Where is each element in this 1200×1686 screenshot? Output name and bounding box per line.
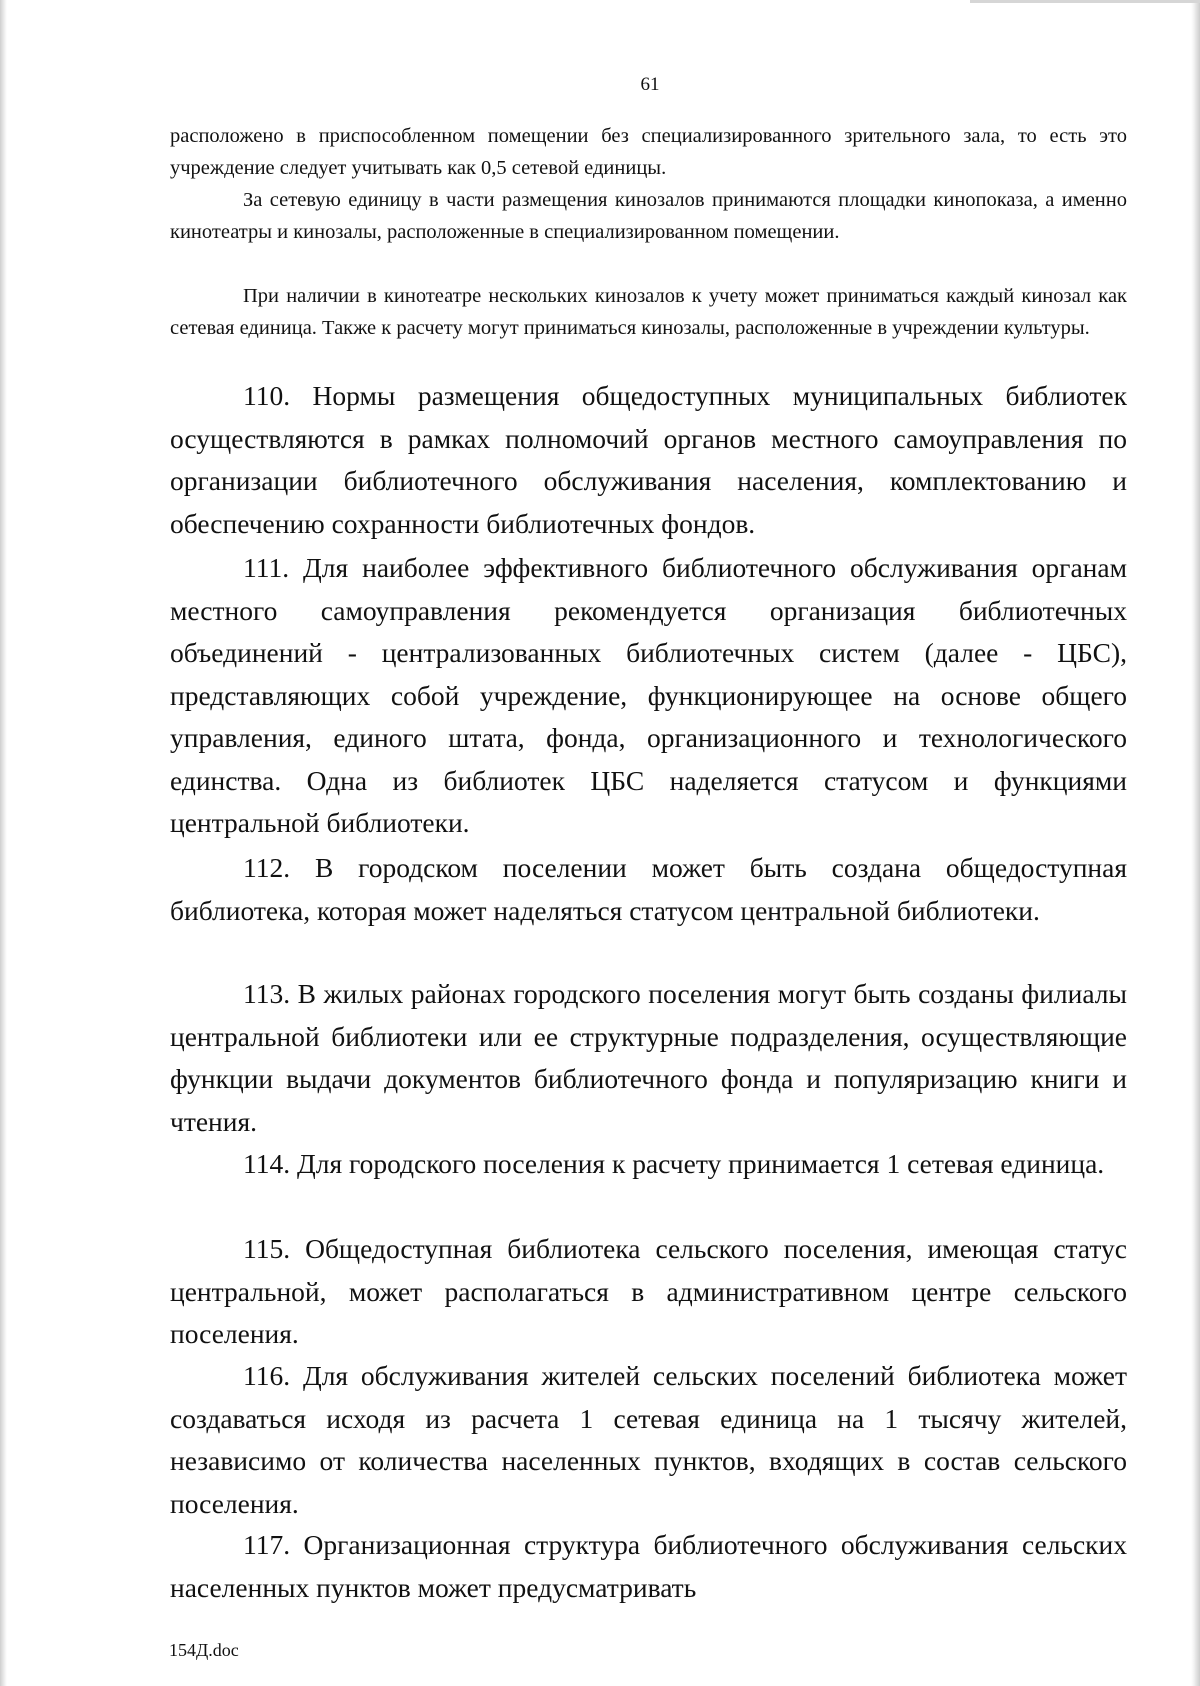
- paragraph-116: 116. Для обслуживания жителей сельских поселений библиотека может создаваться исходя из расчета 1 сетевая единица на 1 тысячу жителей, независимо от количества населенных пунктов, входящих в состав сельского поселения.: [170, 1360, 1127, 1519]
- paragraph-continuation: расположено в приспособленном помещении без специализированного зрительного зала, то есть это учреждение следует учитывать как 0,5 сетевой единицы.: [170, 125, 1127, 179]
- scan-shadow-top: [970, 0, 1200, 3]
- paragraph-115: 115. Общедоступная библиотека сельского поселения, имеющая статус центральной, может располагаться в административном центре сельского поселения.: [170, 1233, 1127, 1349]
- scan-shadow-right: [1191, 0, 1200, 1686]
- scan-shadow-left: [0, 0, 7, 1686]
- paragraph-multiple-halls: При наличии в кинотеатре нескольких кинозалов к учету может приниматься каждый кинозал как сетевая единица. Также к расчету могут приниматься кинозалы, расположенные в учреждении культуры.: [170, 285, 1127, 339]
- paragraph-113: 113. В жилых районах городского поселения могут быть созданы филиалы центральной библиотеки или ее структурные подразделения, осуществляющие функции выдачи документов библиотечного фонда и популяризацию книги и чтения.: [170, 978, 1127, 1137]
- paragraph-network-unit-cinema: За сетевую единицу в части размещения кинозалов принимаются площадки кинопоказа, а именно кинотеатры и кинозалы, расположенные в специализированном помещении.: [170, 189, 1127, 243]
- paragraph-117: 117. Организационная структура библиотечного обслуживания сельских населенных пунктов может предусматривать: [170, 1529, 1127, 1603]
- paragraph-114: 114. Для городского поселения к расчету принимается 1 сетевая единица.: [243, 1148, 1105, 1179]
- page-number: 61: [640, 74, 660, 95]
- paragraph-112: 112. В городском поселении может быть создана общедоступная библиотека, которая может наделяться статусом центральной библиотеки.: [170, 852, 1127, 926]
- paragraph-110: 110. Нормы размещения общедоступных муниципальных библиотек осуществляются в рамках полномочий органов местного самоуправления по организации библиотечного обслуживания населения, комплектованию и обеспечению сохранности библиотечных фондов.: [170, 380, 1127, 539]
- paragraph-111: 111. Для наиболее эффективного библиотечного обслуживания органам местного самоуправления рекомендуется организация библиотечных объединений - централизованных библиотечных систем (далее - ЦБС), представляющих собой учреждение, функционирующее на основе общего управления, единого штата, фонда, организационного и технологического единства. Одна из библиотек ЦБС наделяется статусом и функциями центральной библиотеки.: [170, 552, 1127, 838]
- footer-filename: 154Д.doc: [169, 1640, 239, 1660]
